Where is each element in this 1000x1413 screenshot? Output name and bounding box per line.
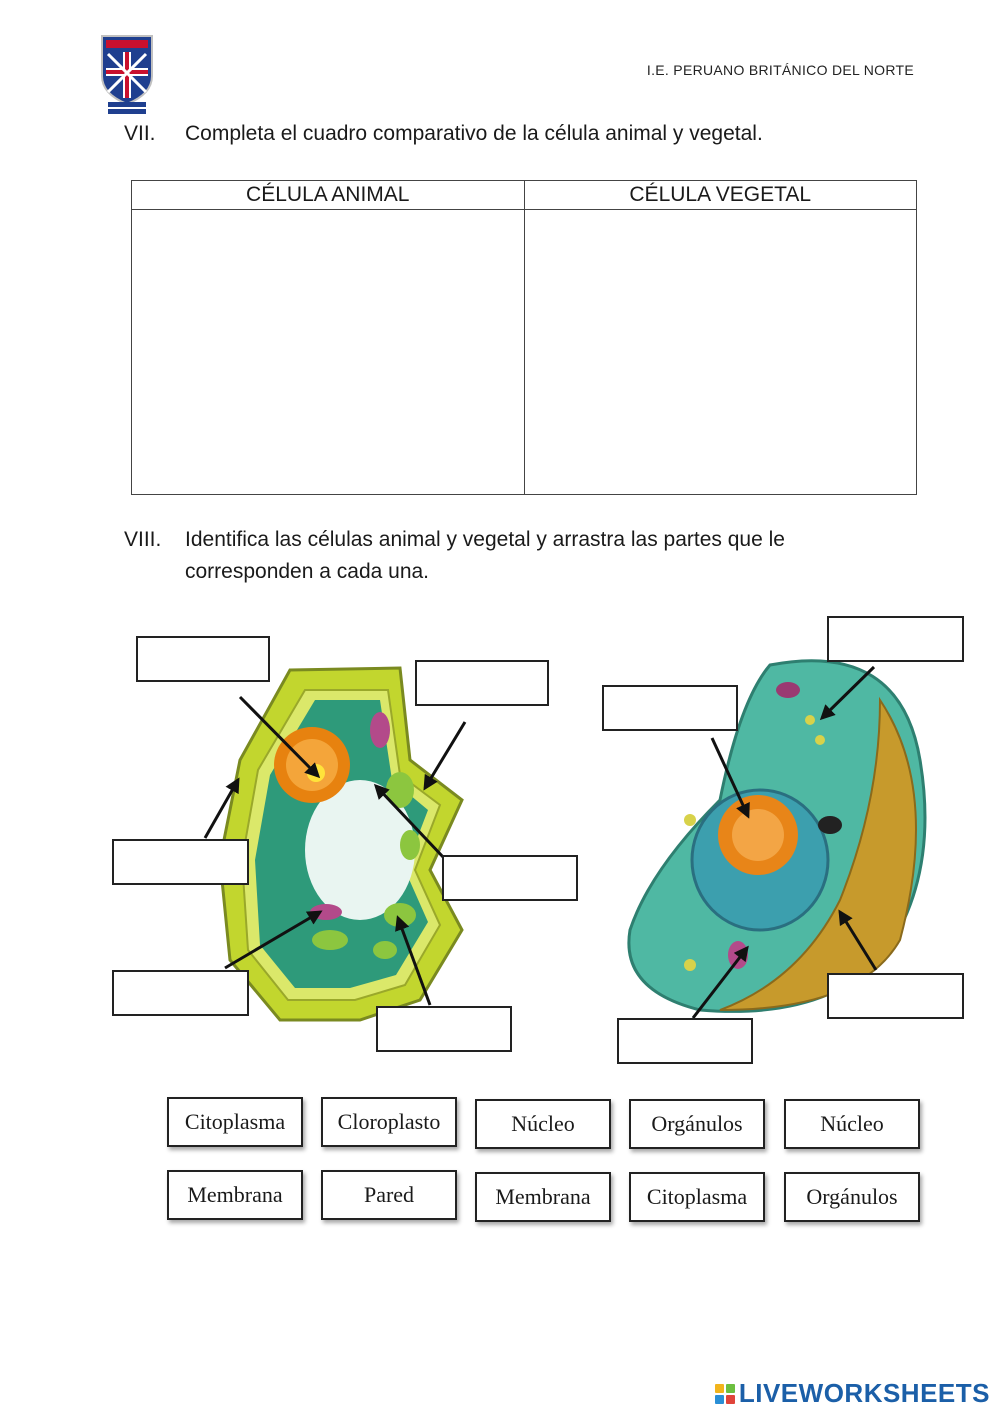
tile-nucleo-2[interactable]: Núcleo (784, 1099, 920, 1149)
question-text: Identifica las células animal y vegetal y arrastra las partes que le corresponden a cada una. (185, 528, 785, 583)
drop-box-plant-6[interactable] (376, 1006, 512, 1052)
tile-cloroplasto[interactable]: Cloroplasto (321, 1097, 457, 1147)
tile-citoplasma[interactable]: Citoplasma (167, 1097, 303, 1147)
tile-membrana[interactable]: Membrana (167, 1170, 303, 1220)
drop-box-animal-1[interactable] (827, 616, 964, 662)
tile-membrana-2[interactable]: Membrana (475, 1172, 611, 1222)
plant-cell-illustration (220, 668, 462, 1020)
liveworksheets-footer (715, 1378, 990, 1409)
school-logo-icon (98, 32, 156, 116)
cell-diagrams (0, 600, 1000, 1080)
question-number: VIII. (124, 528, 162, 551)
drop-box-animal-3[interactable] (827, 973, 964, 1019)
tile-citoplasma-2[interactable]: Citoplasma (629, 1172, 765, 1222)
tile-organulos-2[interactable]: Orgánulos (784, 1172, 920, 1222)
liveworksheets-logo-icon (715, 1384, 735, 1404)
drop-box-animal-4[interactable] (617, 1018, 753, 1064)
brand-name: LIVEWORKSHEETS (738, 1378, 990, 1408)
comparison-table (131, 180, 917, 495)
answer-cell-animal[interactable] (132, 210, 525, 495)
question-8 (124, 524, 924, 594)
drop-box-plant-3[interactable] (112, 839, 249, 885)
question-text: Completa el cuadro comparativo de la célula animal y vegetal. (185, 122, 763, 145)
school-name: I.E. PERUANO BRITÁNICO DEL NORTE (646, 62, 914, 78)
header-animal-cell: CÉLULA ANIMAL (132, 181, 525, 210)
drop-box-plant-2[interactable] (415, 660, 549, 706)
drop-box-plant-5[interactable] (112, 970, 249, 1016)
tile-organulos[interactable]: Orgánulos (629, 1099, 765, 1149)
drop-box-animal-2[interactable] (602, 685, 738, 731)
header-plant-cell: CÉLULA VEGETAL (524, 181, 917, 210)
question-7 (124, 118, 924, 158)
tile-pared[interactable]: Pared (321, 1170, 457, 1220)
answer-cell-plant[interactable] (524, 210, 917, 495)
drop-box-plant-1[interactable] (136, 636, 270, 682)
drop-box-plant-4[interactable] (442, 855, 578, 901)
tile-nucleo[interactable]: Núcleo (475, 1099, 611, 1149)
question-number: VII. (124, 122, 156, 145)
